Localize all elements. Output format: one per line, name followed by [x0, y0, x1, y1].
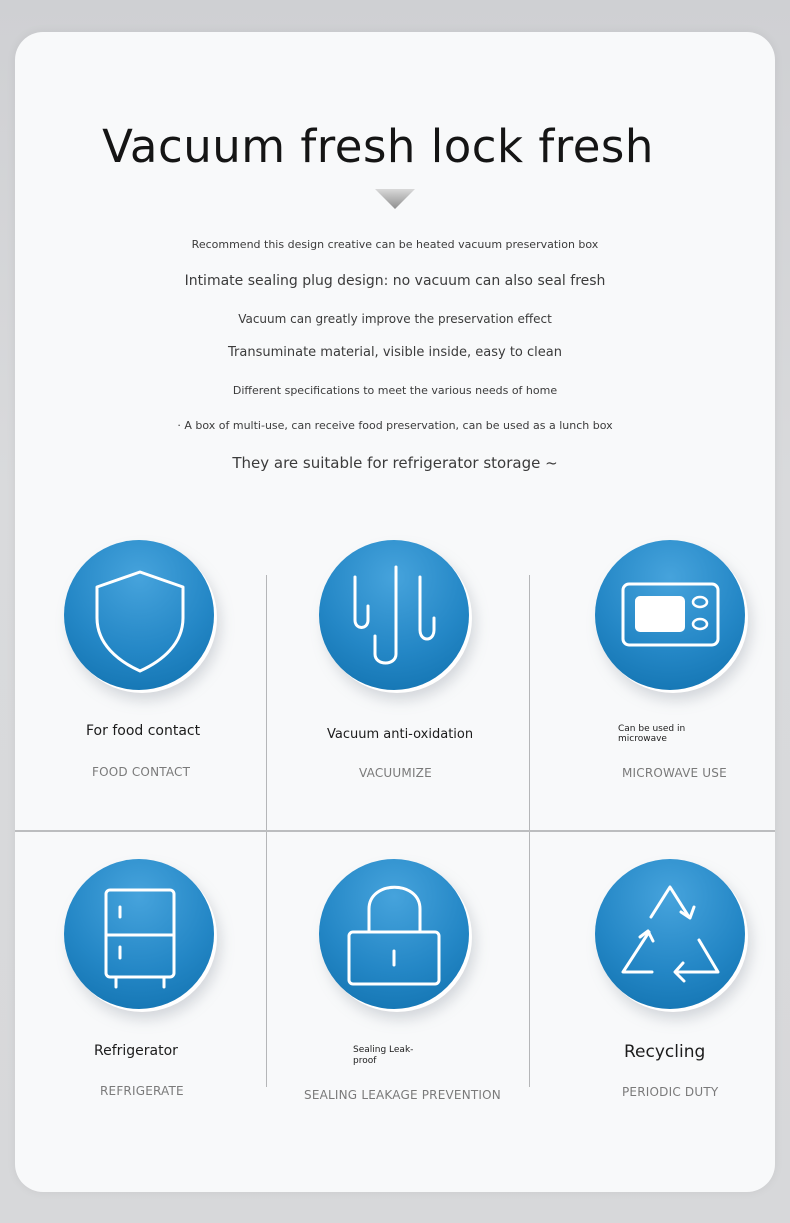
grid-divider — [529, 575, 530, 830]
microwave-icon — [595, 540, 745, 690]
description-line-2: Intimate sealing plug design: no vacuum can also seal fresh — [184, 273, 606, 289]
feature-label-recycling: Recycling — [624, 1042, 706, 1062]
page-title: Vacuum fresh lock fresh — [102, 120, 654, 173]
lock-icon — [319, 859, 469, 1009]
grid-divider — [15, 830, 775, 832]
feature-label-refrigerator: Refrigerator — [94, 1043, 178, 1059]
shield-icon — [64, 540, 214, 690]
feature-subtitle-recycling: PERIODIC DUTY — [622, 1085, 719, 1099]
feature-subtitle-vacuum: VACUUMIZE — [359, 766, 432, 780]
feature-subtitle-sealing: SEALING LEAKAGE PREVENTION — [304, 1088, 501, 1102]
feature-icon-circle — [595, 859, 745, 1009]
feature-icon-circle — [319, 859, 469, 1009]
content-card — [15, 32, 775, 1192]
feature-subtitle-food-contact: FOOD CONTACT — [92, 765, 191, 779]
feature-subtitle-microwave: MICROWAVE USE — [622, 766, 727, 780]
feature-subtitle-refrigerator: REFRIGERATE — [100, 1084, 184, 1098]
feature-icon-circle — [64, 540, 214, 690]
recycle-icon — [595, 859, 745, 1009]
feature-icon-circle — [64, 859, 214, 1009]
feature-label-vacuum: Vacuum anti-oxidation — [327, 727, 474, 742]
feature-label-microwave: Can be used in microwave — [618, 724, 686, 744]
description-line-6: · A box of multi-use, can receive food preservation, can be used as a lunch box — [177, 419, 613, 432]
feature-icon-circle — [595, 540, 745, 690]
feature-label-food-contact: For food contact — [86, 723, 201, 739]
description-line-1: Recommend this design creative can be heated vacuum preservation box — [191, 238, 599, 251]
chevron-down-icon — [373, 187, 417, 213]
description-line-5: Different specifications to meet the various needs of home — [232, 384, 558, 397]
description-line-7: They are suitable for refrigerator storage ~ — [232, 454, 558, 472]
feature-icon-circle — [319, 540, 469, 690]
grid-divider — [266, 575, 267, 830]
description-line-4: Transuminate material, visible inside, easy to clean — [228, 345, 562, 360]
grid-divider — [266, 832, 267, 1087]
grid-divider — [529, 832, 530, 1087]
refrigerator-icon — [64, 859, 214, 1009]
feature-label-sealing: Sealing Leak- proof — [353, 1045, 414, 1066]
description-line-3: Vacuum can greatly improve the preservation effect — [238, 312, 552, 326]
hooks-icon — [319, 540, 469, 690]
